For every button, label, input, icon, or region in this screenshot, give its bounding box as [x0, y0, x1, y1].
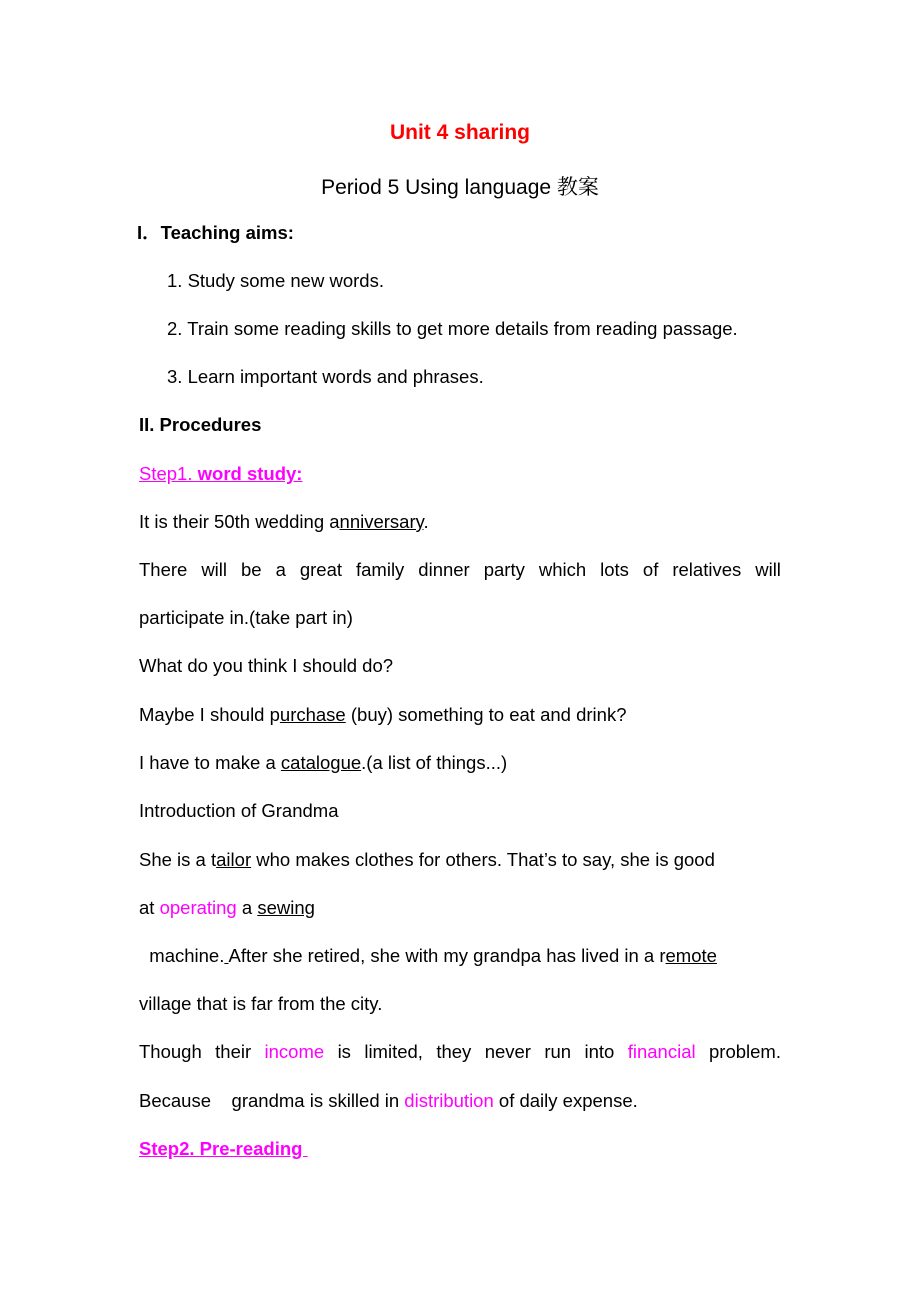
text-line: participate in.(take part in): [139, 607, 353, 628]
justified-line: Though their income is limited, they never run into financial problem.: [139, 1039, 781, 1065]
highlight-word: income: [264, 1041, 325, 1062]
step1-prefix: Step1.: [139, 463, 198, 484]
vocab-word: emote: [665, 945, 717, 966]
step1-heading: [139, 461, 781, 487]
aim-item: 3. Learn important words and phrases.: [167, 366, 484, 387]
aim-item: 1. Study some new words.: [167, 270, 384, 291]
text-line: Introduction of Grandma: [139, 800, 339, 821]
text-line: village that is far from the city.: [139, 993, 383, 1014]
text-line: Maybe I should purchase (buy) something to eat and drink?: [139, 704, 627, 725]
step1-label: word study:: [197, 463, 303, 484]
highlight-word: operating: [159, 897, 237, 918]
aim-item: 2. Train some reading skills to get more details from reading passage.: [167, 318, 738, 339]
text-line: What do you think I should do?: [139, 655, 394, 676]
vocab-word: sewing: [257, 897, 315, 918]
highlight-word: distribution: [404, 1090, 494, 1111]
justified-line: machine. After she retired, she with my grandpa has lived in a remote: [139, 945, 717, 966]
justified-line: There will be a great family dinner party which lots of relatives will: [139, 559, 781, 580]
text-line: She is a tailor who makes clothes for others. That’s to say, she is good: [139, 849, 715, 870]
page-title: Unit 4 sharing: [389, 121, 531, 144]
step2-heading: Step2. Pre-reading: [139, 1138, 308, 1159]
text-line: Because grandma is skilled in distribution of daily expense.: [139, 1090, 638, 1111]
highlight-word: financial: [627, 1041, 696, 1062]
procedures-heading: II. Procedures: [139, 414, 262, 435]
text-line: I have to make a catalogue.(a list of things...): [139, 752, 508, 773]
vocab-word: urchase: [279, 704, 346, 725]
aims-heading: I．Teaching aims:: [137, 222, 294, 243]
page-subtitle: Period 5 Using language 教案: [321, 176, 599, 199]
vocab-word: ailor: [216, 849, 252, 870]
text-line: at operating a sewing: [139, 897, 315, 918]
vocab-word: catalogue: [280, 752, 362, 773]
text-line: It is their 50th wedding anniversary.: [139, 511, 429, 532]
vocab-word: nniversary: [339, 511, 424, 532]
